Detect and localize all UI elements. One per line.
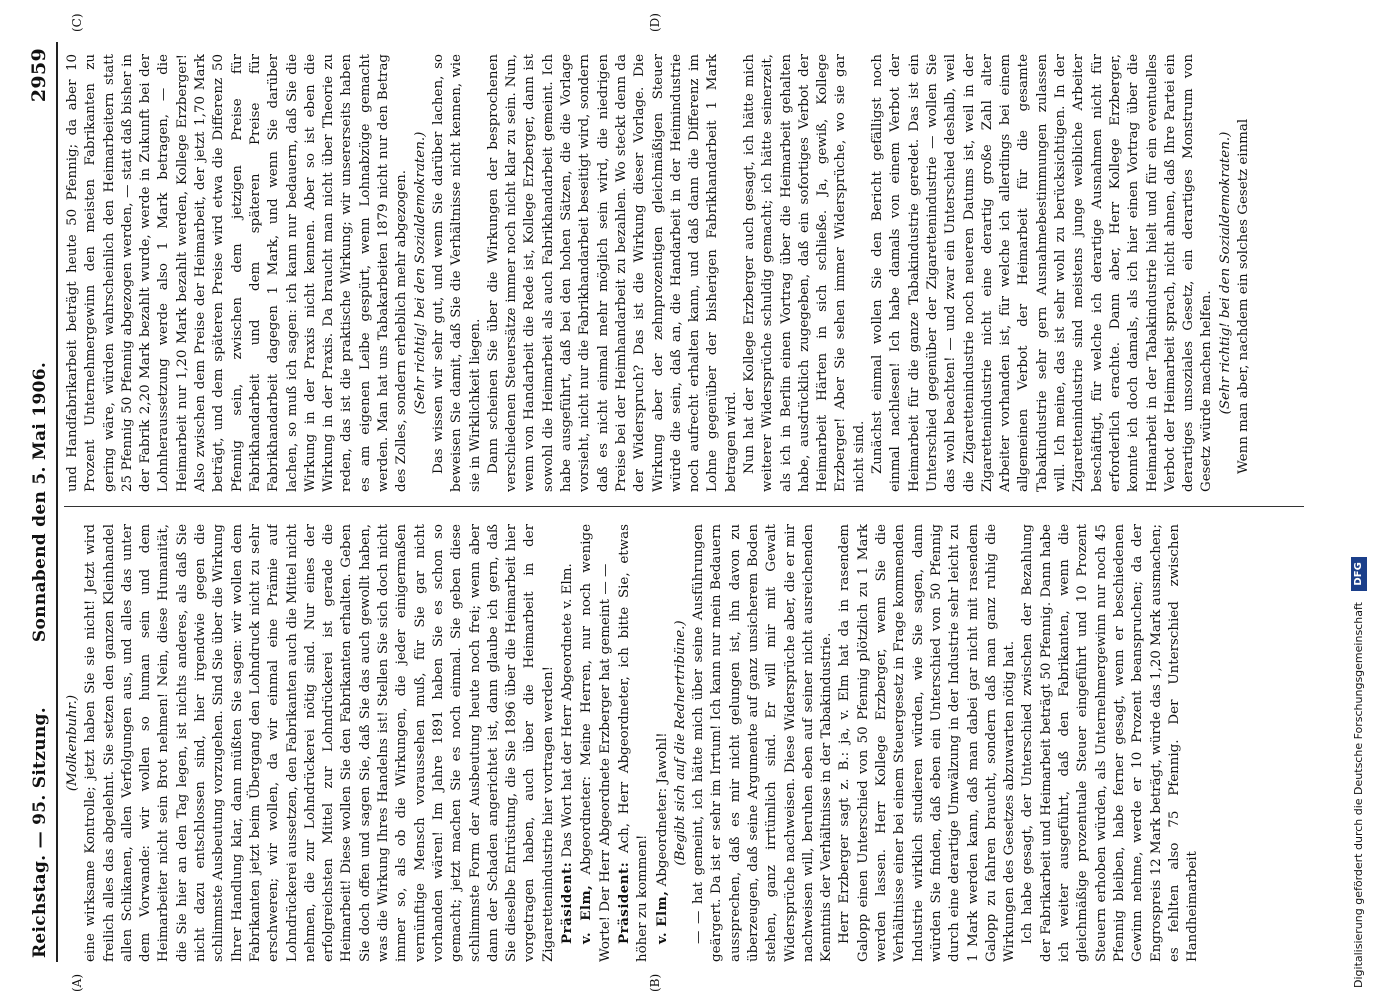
paragraph: Herr Erzberger sagt z. B.: ja, v. Elm hat da in rasendem Galopp einen Unterschied von 50 Pfennig plötzlich zu 1 Mark werden lassen. Herr Kollege Erzberger, wenn Sie die Verhältnisse einer bei einem Steuergesetz in Frage kommenden Industrie wirklich studieren würden, wie Sie sagen, dann würden Sie finden, daß eben ein Unterschied von 50 Pfennig durch eine derartige Umwälzung in der Industrie sehr leicht zu 1 Mark werden kann, daß man dabei gar nicht mit rasendem Galopp zu fahren braucht, sondern daß man ganz ruhig die Wirkungen des Gesetzes abzuwarten nötig hat. xyxy=(837,524,1018,962)
paragraph: Nun hat der Kollege Erzberger auch gesagt, ich hätte mich weiterer Widersprüche schuldig gemacht; ich hätte seinerzeit, als ich in Berlin einen Vortrag über die Heimarbeit gehalten habe, ausdrücklich zugegeben, daß ein sofortiges Verbot der Heimarbeit Härten in sich schließe. Ja, gewiß, Kollege Erzberger! Aber Sie sehen immer Widersprüche, wo sie gar nicht sind. xyxy=(741,54,867,492)
speaker-paragraph xyxy=(653,524,672,962)
paragraph: Ich habe gesagt, der Unterschied zwischen der Bezahlung der Fabrikarbeit und Heimarbeit beträgt 50 Pfennig. Dann habe ich weiter ausgeführt, daß den Fabrikanten, wenn die gleichmäßige prozentuale Steuer eingeführt und 10 Prozent Steuern erhoben würden, als Unternehmergewinn nur noch 45 Pfennig bleiben, habe ferner gesagt, wenn er beschiedenen Gewinn nehme, werde er 10 Prozent beanspruchen; da der Engrospreis 12 Mark beträgt, würde das 1,20 Mark ausmachen; es fehlten also 75 Pfennig. Der Unterschied zwischen Handheimarbeit xyxy=(1020,524,1201,962)
speech-text: Das Wort hat der Herr Abgeordnete v. Elm. xyxy=(560,563,576,858)
margin-marker-c: (C) xyxy=(70,13,84,32)
speaker-paragraph xyxy=(558,524,577,962)
dfg-logo: DFG xyxy=(1351,557,1367,590)
digitization-text: Digitalisierung gefördert durch die Deutsche Forschungsgemeinschaft xyxy=(1352,602,1365,988)
speaker-paragraph xyxy=(577,524,615,962)
running-head xyxy=(28,42,54,962)
speaker-paragraph xyxy=(615,524,653,962)
speech-text: Ach, Herr Abgeordneter, ich bitte Sie, etwas höher zu kommen! xyxy=(616,524,651,962)
digitization-note xyxy=(1348,8,1370,988)
paragraph: Dann scheinen Sie über die Wirkungen der besprochenen verschiedenen Steuersätze immer noch nicht klar zu sein. Nun, wenn von Handarbeit die Rede ist, Kollege Erzberger, dann ist sowohl die Heimarbeit als auch Fabrikhandarbeit gemeint. Ich habe ausgeführt, daß bei den hohen Sätzen, die die Vorlage vorsieht, nicht nur die Fabrikhandarbeit beseitigt wird, sondern daß es nicht einmal mehr möglich sein wird, die niedrigen Preise bei der Heimhandarbeit zu bezahlen. Wo steckt denn da der Widerspruch? Das ist die Wirkung dieser Vorlage. Die Wirkung aber der zehnprozentigen gleichmäßigen Steuer würde die sein, daß an, die Handarbeit in der Heimindustrie noch aufrecht erhalten kann, und daß dann die Differenz im Lohne gegenüber der bisherigen Fabrikhandarbeit 1 Mark betragen wird. xyxy=(485,54,739,492)
document-page xyxy=(28,13,1318,992)
speaker-name: v. Elm, xyxy=(653,890,670,944)
stage-direction: (Sehr richtig! bei den Sozialdemokraten.) xyxy=(412,131,428,415)
speaker-name: v. Elm, xyxy=(578,884,595,944)
speaker-name: Präsident: xyxy=(559,861,576,944)
paragraph: Das wissen wir sehr gut, und wenn Sie darüber lachen, so beweisen Sie damit, daß Sie die Verhältnisse nicht kennen, wie sie in Wirklichkeit liegen. xyxy=(430,54,483,492)
speaker-name: Präsident: xyxy=(615,861,632,944)
stage-direction: (Sehr richtig! bei den Sozialdemokraten.) xyxy=(1217,131,1233,415)
left-column xyxy=(64,524,1304,962)
margin-marker-b: (B) xyxy=(648,973,662,992)
paragraph: Zunächst einmal wollen Sie den Bericht gefälligst noch einmal nachlesen! Ich habe damals von einem Verbot der Heimarbeit für die ganze Tabakindustrie geredet. Das ist ein Unterschied gegenüber der Zigarettenindustrie — wollen Sie das wohl beachten! — und zwar ein Unterschied deshalb, weil die Zigarettenindustrie noch neueren Datums ist, weil in der Zigarettenindustrie nicht eine derartig große Zahl alter Arbeiter vorhanden ist, für welche ich allerdings bei einem allgemeinen Verbot der Heimarbeit für die gesamte Tabakindustrie sehr gern Ausnahmebestimmungen zulassen will. Ich meine, das ist sehr wohl zu berücksichtigen. In der Zigarettenindustrie sind meistens junge weibliche Arbeiter beschäftigt, für welche ich derartige Ausnahmen nicht für erforderlich erachte. Dann aber, Herr Kollege Erzberger, konnte ich doch damals, als ich hier einen Vortrag über die Heimarbeit in der Tabakindustrie hielt und für ein eventuelles Verbot der Heimarbeit sprach, nicht ahnen, daß Ihre Partei ein derartiges unsoziales Gesetz, ein derartiges Monstrum von Gesetz würde machen helfen. xyxy=(870,54,1215,492)
speech-text: Abgeordneter: Meine Herren, nur noch wenige Worte! Der Herr Abgeordnete Erzberger hat gemeint — — xyxy=(579,524,613,962)
speech-text: Abgeordneter: Jawohl! xyxy=(654,732,670,887)
margin-marker-a: (A) xyxy=(70,973,84,992)
paragraph: Wenn man aber, nachdem ein solches Gesetz einmal xyxy=(1236,118,1251,474)
stage-direction: (Begibt sich auf die Rednertribüne.) xyxy=(672,620,688,866)
running-head-date: Sonnabend den 5. Mai 1906. xyxy=(30,361,50,643)
header-rule xyxy=(56,42,58,962)
right-column xyxy=(64,54,1304,492)
paragraph: und Handfabrikarbeit beträgt heute 50 Pfennig; da aber 10 Prozent Unternehmergewinn den meisten Fabrikanten zu gering wäre, würden wahrscheinlich den Heimarbeitern statt 25 Pfennig 50 Pfennig abgezogen werden, — statt daß bisher in der Fabrik 2,20 Mark bezahlt wurde, werde in Zukunft bei der Lohnheraussetzung werde also 1 Mark betragen, — die Heimarbeit nur 1,20 Mark bezahlt werden, Kollege Erzberger! Also zwischen dem Preise der Heimarbeit, der jetzt 1,70 Mark beträgt, und dem späteren Preise wird etwa die Differenz 50 Pfennig sein, zwischen dem jetzigen Preise für Fabrikhandarbeit und dem späteren Preise für Fabrikhandarbeit dagegen 1 Mark, und wenn Sie darüber lachen, so muß ich sagen: ich kann nur bedauern, daß Sie die Wirkung in der Praxis nicht kennen. Aber so ist eben die Wirkung in der Praxis. Da braucht man nicht über Theorie zu reden, das ist die praktische Wirkung; wir unsererseits haben es am eigenen Leibe gespürt, wenn Lohnabzüge gemacht werden. Man hat uns Tabakarbeiten 1879 nicht nur den Betrag des Zolles, sondern erheblich mehr abgezogen. xyxy=(65,54,410,492)
speaker-heading: (Molkenbuhr.) xyxy=(65,694,80,792)
paragraph: eine wirksame Kontrolle; jetzt haben Sie sie nicht! Jetzt wird freilich alles das abgelehnt. Sie setzen den ganzen Kleinhandel allen Schikanen, allen Verfolgungen aus, und alles das unter dem Vorwande: wir wollen so human sein und dem Heimarbeiter nicht sein Brot nehmen! Nein, diese Humanität, die Sie hier an den Tag legen, ist nichts anderes, als daß Sie nicht dazu entschlossen sind, hier irgendwie gegen die schlimmste Ausbeutung vorzugehen. Sind Sie über die Wirkung Ihrer Handlung klar, dann müßten Sie sagen: wir wollen dem Fabrikanten jetzt beim Übergang den Lohndruck nicht zu sehr erschweren; wir wollen, da wir einmal eine Prämie auf Lohndrückerei aussetzen, den Fabrikanten auch die Mittel nicht nehmen, die zur Lohndrückerei nötig sind. Nur eines der erfolgreichsten Mittel zur Lohndrückerei ist gerade die Heimarbeit! Diese wollen Sie den Fabrikanten erhalten. Geben Sie doch offen und sagen Sie, daß Sie das auch gewollt haben, was die Wirkung Ihres Handelns ist! Stellen Sie sich doch nicht immer so, als ob die Wirkungen, die jeder einigermaßen vernünftige Mensch voraussehen muß, für Sie gar nicht vorhanden wären! Im Jahre 1891 haben Sie es schon so gemacht; jetzt machen Sie es noch einmal. Sie geben diese schlimmste Form der Ausbeutung heute noch frei; wenn aber dann der Schaden angerichtet ist, dann glaube ich gern, daß Sie dieselbe Entrüstung, die Sie 1896 über die Heimarbeit hier vorgetragen haben, auch über die Heimarbeit in der Zigarettenindustrie hier vortragen werden! xyxy=(83,524,556,962)
page-number: 2959 xyxy=(28,48,50,103)
margin-marker-d: (D) xyxy=(648,13,662,32)
paragraph: — — hat gemeint, ich hätte mich über seine Ausführungen geärgert. Da ist er sehr im Irrtum! Ich kann nur mein Bedauern aussprechen, daß es mir nicht gelungen ist, ihn davon zu überzeugen, daß seine Argumente auf ganz unsicherem Boden stehen, ganz irrtümlich sind. Er will mir mit Gewalt Widersprüche nachweisen. Diese Widersprüche aber, die er mir nachweisen will, beruhen eben auf seiner nicht ausreichenden Kenntnis der Verhältnisse in der Tabakindustrie. xyxy=(691,524,835,962)
column-divider xyxy=(64,506,1304,507)
running-head-left: Reichstag. — 95. Sitzung. xyxy=(30,707,50,958)
